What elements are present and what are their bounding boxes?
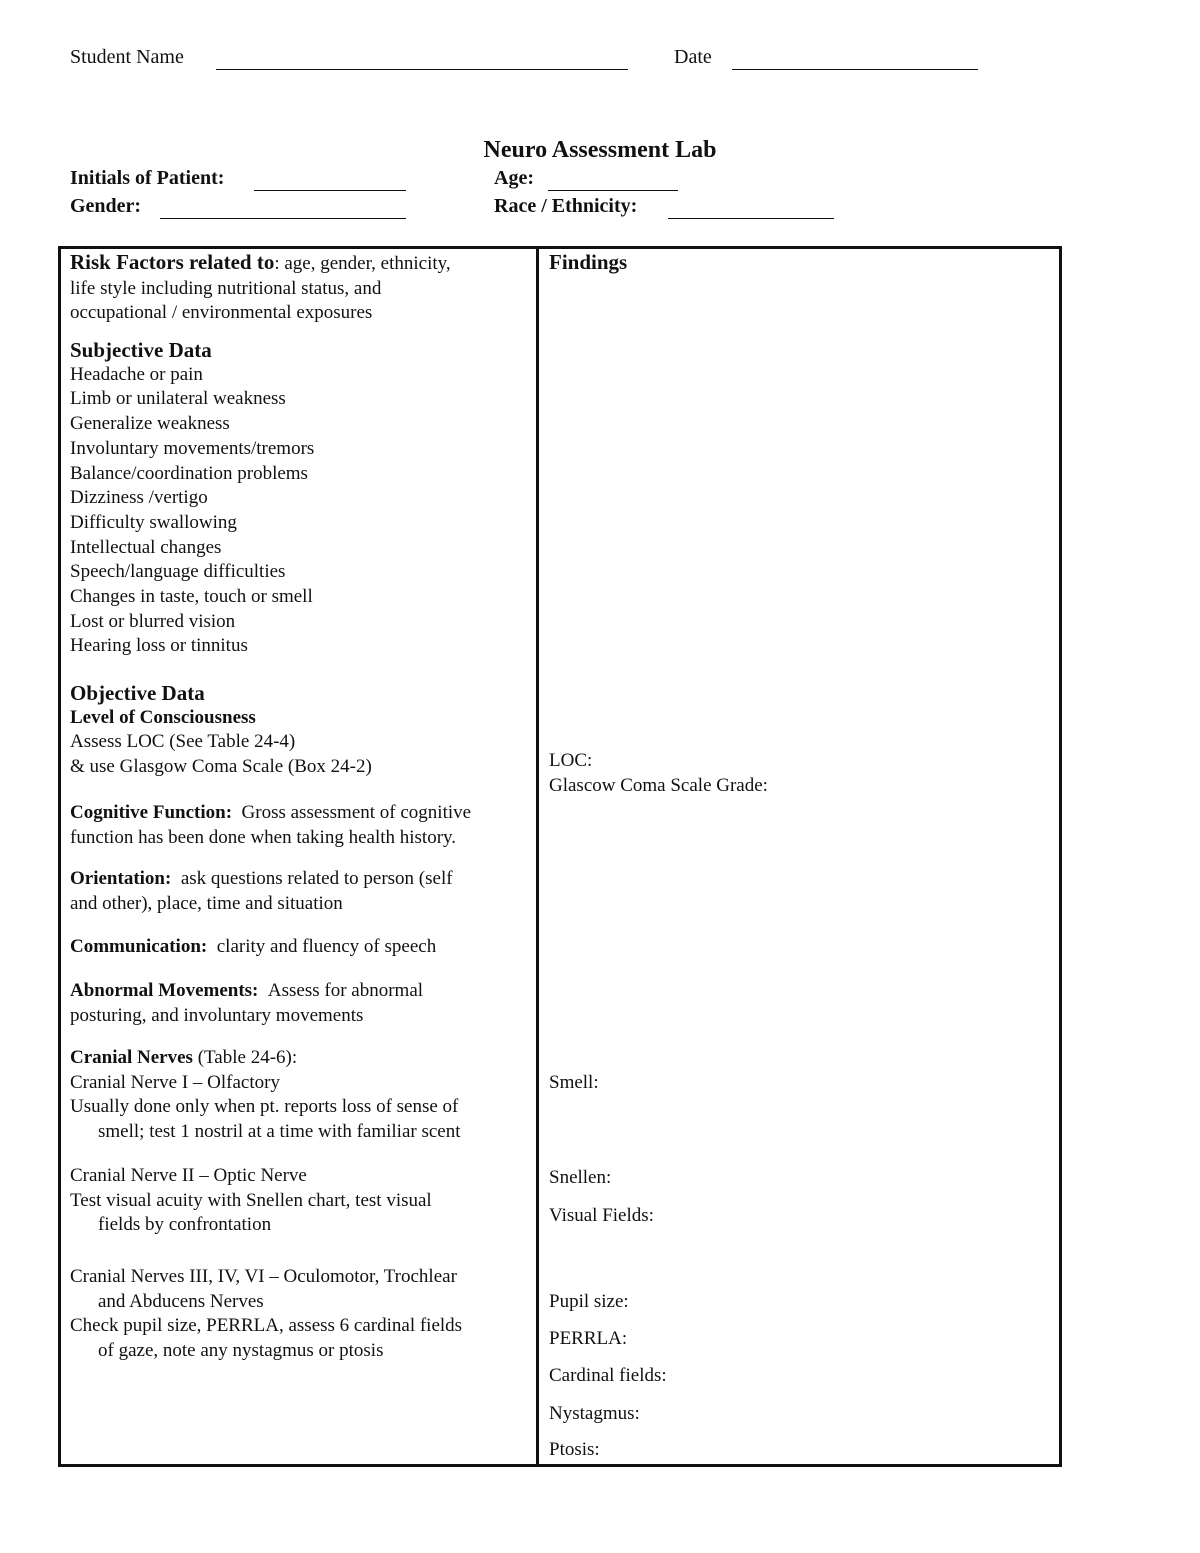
glasgow-finding-label: Glascow Coma Scale Grade:: [549, 774, 768, 796]
list-item: Hearing loss or tinnitus: [70, 635, 248, 657]
loc-text-1: Assess LOC (See Table 24-4): [70, 731, 296, 753]
list-item: Dizziness /vertigo: [70, 487, 208, 509]
risk-factors-block: [70, 250, 451, 326]
orientation-text-2: and other), place, time and situation: [70, 892, 343, 914]
cranial-ref: (Table 24-6):: [197, 1047, 298, 1068]
initials-field[interactable]: [254, 190, 406, 191]
list-item: Involuntary movements/tremors: [70, 437, 315, 459]
orientation-block: [70, 867, 453, 916]
abnormal-movements-block: [70, 979, 423, 1028]
snellen-finding[interactable]: Snellen:: [549, 1167, 612, 1188]
table-divider: [536, 246, 539, 1464]
abnormal-label: Abnormal Movements:: [70, 980, 259, 1001]
list-item: Lost or blurred vision: [70, 610, 236, 632]
age-label: Age:: [494, 167, 534, 189]
cn1-text-1: Usually done only when pt. reports loss of sense of: [70, 1096, 459, 1118]
cn2-text-1: Test visual acuity with Snellen chart, test visual: [70, 1189, 432, 1211]
cn1-title: Cranial Nerve I – Olfactory: [70, 1071, 280, 1093]
cn1-text-2: smell; test 1 nostril at a time with familiar scent: [98, 1121, 461, 1143]
student-name-field[interactable]: [216, 69, 628, 70]
cn2-block: [70, 1164, 432, 1238]
risk-factors-text-3: occupational / environmental exposures: [70, 302, 373, 324]
race-field[interactable]: [668, 218, 834, 219]
cranial-nerves-block: [70, 1046, 461, 1145]
cn2-text-2: fields by confrontation: [98, 1214, 272, 1236]
date-field[interactable]: [732, 69, 978, 70]
orientation-label: Orientation:: [70, 868, 172, 889]
abnormal-text-1: Assess for abnormal: [267, 980, 424, 1001]
subjective-block: [70, 338, 314, 659]
loc-finding[interactable]: [549, 749, 768, 798]
loc-finding-label: LOC:: [549, 750, 593, 771]
cognitive-label: Cognitive Function:: [70, 802, 233, 823]
smell-finding[interactable]: Smell:: [549, 1072, 599, 1093]
perrla-finding[interactable]: PERRLA:: [549, 1328, 628, 1349]
nystagmus-finding[interactable]: Nystagmus:: [549, 1403, 640, 1424]
ptosis-finding[interactable]: Ptosis:: [549, 1439, 600, 1460]
communication-block: [70, 935, 436, 960]
communication-label: Communication:: [70, 936, 208, 957]
subjective-title: Subjective Data: [70, 338, 212, 362]
cognitive-text-1: Gross assessment of cognitive: [241, 802, 472, 823]
cn3-text-2: of gaze, note any nystagmus or ptosis: [98, 1340, 384, 1362]
pupil-size-finding[interactable]: Pupil size:: [549, 1291, 629, 1312]
cn3-title-1: Cranial Nerves III, IV, VI – Oculomotor, Trochlear: [70, 1266, 457, 1287]
loc-title: Level of Consciousness: [70, 706, 256, 728]
cognitive-block: [70, 801, 471, 850]
list-item: Difficulty swallowing: [70, 511, 237, 533]
list-item: Limb or unilateral weakness: [70, 388, 286, 410]
risk-factors-text: : age, gender, ethnicity,: [274, 253, 451, 274]
date-label: Date: [674, 46, 712, 68]
cn3-block: [70, 1265, 462, 1364]
cranial-label: Cranial Nerves: [70, 1047, 193, 1068]
gender-label: Gender:: [70, 195, 142, 217]
list-item: Changes in taste, touch or smell: [70, 586, 313, 608]
cn3-text-1: Check pupil size, PERRLA, assess 6 cardinal fields: [70, 1315, 463, 1337]
gender-field[interactable]: [160, 218, 406, 219]
list-item: Headache or pain: [70, 363, 203, 385]
risk-factors-title: Risk Factors related to: [70, 250, 275, 274]
abnormal-text-2: posturing, and involuntary movements: [70, 1004, 364, 1026]
list-item: Balance/coordination problems: [70, 462, 308, 484]
list-item: Generalize weakness: [70, 413, 230, 435]
cn2-title: Cranial Nerve II – Optic Nerve: [70, 1165, 307, 1186]
cardinal-fields-finding[interactable]: Cardinal fields:: [549, 1365, 667, 1386]
initials-label: Initials of Patient:: [70, 167, 225, 189]
list-item: Speech/language difficulties: [70, 561, 286, 583]
objective-block: [70, 681, 372, 780]
loc-text-2: & use Glasgow Coma Scale (Box 24-2): [70, 756, 372, 778]
student-name-label: Student Name: [70, 46, 184, 68]
findings-title: Findings: [549, 250, 628, 274]
orientation-text-1: ask questions related to person (self: [180, 868, 453, 889]
page-title: Neuro Assessment Lab: [483, 137, 717, 163]
race-label: Race / Ethnicity:: [494, 195, 638, 217]
cn3-title-2: and Abducens Nerves: [98, 1290, 264, 1312]
communication-text: clarity and fluency of speech: [216, 936, 437, 957]
visual-fields-finding[interactable]: Visual Fields:: [549, 1205, 654, 1226]
risk-factors-text-2: life style including nutritional status, and: [70, 277, 382, 299]
cognitive-text-2: function has been done when taking health history.: [70, 826, 457, 848]
objective-title: Objective Data: [70, 681, 205, 705]
list-item: Intellectual changes: [70, 536, 222, 558]
age-field[interactable]: [548, 190, 678, 191]
